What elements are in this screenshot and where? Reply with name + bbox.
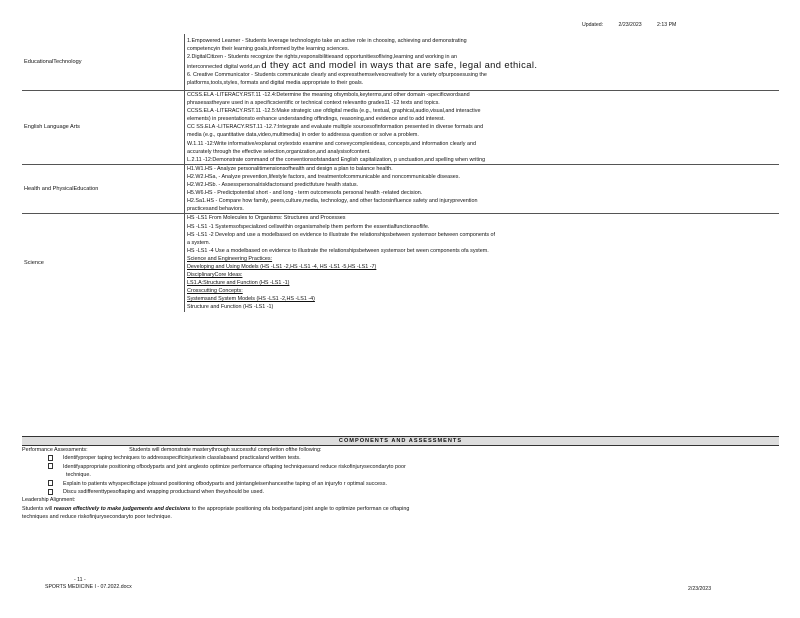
subject-cell: English Language Arts: [22, 91, 185, 165]
leadership-line: [22, 505, 779, 513]
standard-line: H5.W6.HS - Predictpotential short - and long - term outcomesofa personal health -related decision.: [187, 190, 423, 197]
standard-line: elements) in presentationsto enhance understanding offindings, reasoning,and evidence and to add interest.: [187, 116, 445, 123]
standard-line: CC SS.ELA -LITERACY.RST.11 -12.7:Integrate and evaluate multiple sourcesofinformation presented in diverse formats and: [187, 124, 484, 131]
standard-line: a system.: [187, 239, 211, 246]
updated-stamp: [582, 22, 690, 28]
checkbox-bullet-icon: [48, 489, 53, 495]
subject-cell: Health and PhysicalEducation: [22, 164, 185, 214]
standard-line: 1.Empowered Learner - Students leverage technologyto take an active role in choosing, achieving and demonstrating: [187, 37, 467, 44]
standard-line: HS -LS1 -1 Systemsofspecialized cellswithin organismshelp them perform the essentialfunctionsoflife.: [187, 223, 430, 230]
standard-line: CCSS.ELA -LITERACY.RST.11 -12.5:Make strategic use ofdigital media (e.g., textual, graphical,audio,visual,and interactive: [187, 108, 481, 115]
standard-line: competencyin their learning goals,informed bythe learning sciences.: [187, 45, 350, 52]
standard-line: CCSS.ELA -LITERACY.RST.11 -12.4:Determine the meaning ofsymbols,keyterms,and other domain -specificwordsand: [187, 92, 470, 98]
updated-date: 2/23/2023: [618, 22, 642, 28]
checkbox-bullet-icon: [48, 455, 53, 461]
standard-line-large-text: d they act and model in ways that are safe, legal and ethical.: [261, 61, 538, 70]
standard-line: HS -LS1 From Molecules to Organisms: Structures and Processes: [187, 215, 346, 222]
standard-line: Structure and Function (HS -LS1 -1): [187, 304, 274, 311]
content-cell: [185, 91, 780, 165]
bullet-continuation: technique.: [66, 472, 91, 479]
doc-name: SPORTS MEDICINE I - 07.2022.docx: [45, 584, 132, 590]
leadership-post: to the appropriate positioning ofa bodypartand joint angle to optimize performan ce oftaping: [190, 505, 410, 512]
standard-line-mixed: [187, 61, 777, 71]
leadership-label: Leadership Alignment:: [22, 497, 76, 504]
bullet-item: [22, 463, 779, 471]
standards-row-science: [22, 214, 779, 312]
leadership-line-2: techniques and reduce riskofinjurysecondaryto poor technique.: [22, 514, 172, 521]
updated-label: Updated:: [582, 22, 604, 28]
standard-line-part: interconnected digital world,an: [187, 64, 260, 70]
performance-intro: Students will demonstrate masterythrough successful completion ofthe following:: [129, 447, 322, 453]
standard-line: H2.Sa1.HS - Compare how family, peers,culture,media, technology, and other factorsinfluence safety and injuryprevention: [187, 198, 478, 205]
standard-line: H1.W1.HS - Analyze personalitimensionsofhealth and design a plan to balance health.: [187, 165, 393, 172]
checkbox-bullet-icon: [48, 480, 53, 486]
standard-line: practicesand behaviors.: [187, 206, 244, 213]
bullet-text: Discu ssdifferenttypesoftaping and wrapping productsand when theyshould be used.: [63, 489, 264, 496]
content-cell: [185, 214, 780, 312]
standard-line: 6. Creative Communicator - Students communicate clearly and expressthemselvescreatively for a variety ofpurposesusing the: [187, 72, 487, 79]
footer: [45, 577, 132, 591]
standard-line: LS1.A:Structure and Function (HS -LS1 -1): [187, 280, 290, 287]
standard-line: W.1.11 -12:Write informative/explanat orytextsto examine and conveycomplexideas, concepts,and information clearly and: [187, 140, 476, 147]
standard-line: media (e.g., quantitative data,video,multimedia) in order to addressa question or solve a problem.: [187, 132, 419, 139]
standard-line: HS -LS1 -2 Develop and use a modelbased on evidence to illustrate the relationshipsbetween systemsor between components of: [187, 231, 496, 238]
standard-line: Developing and Using Models (HS -LS1 -2,HS -LS1 -4, HS -LS1 -5,HS -LS1 -7): [187, 263, 377, 270]
standards-row-health: [22, 164, 779, 214]
bullet-item: [22, 480, 779, 488]
components-header: COMPONENTS AND ASSESSMENTS: [22, 436, 779, 446]
standards-row-edtech: [22, 34, 779, 91]
updated-time: 2:13 PM: [657, 22, 677, 28]
standard-line: Crosscutting Concepts:: [187, 288, 243, 295]
standard-line: 2.DigitalCitizen - Students recognize the rights,responsibilitiesand opportunitiesofliving,learning and working in an: [187, 53, 457, 60]
standard-line: accurately through the effective selection,organization,and analysisofcontent.: [187, 148, 371, 155]
standard-line: H2.W2.HSb. - Assesspersonalriskfactorsand predictfuture health status.: [187, 182, 359, 189]
bullet-item: [22, 454, 779, 462]
components-body: [22, 446, 779, 522]
standards-row-ela: [22, 91, 779, 165]
standard-line: H2.W2.HSa, - Analyze prevention,lifestyle factors, and treatmentofcommunicable and noncommunicable diseases.: [187, 173, 460, 180]
checkbox-bullet-icon: [48, 463, 53, 469]
footer-date: 2/23/2023: [688, 586, 712, 592]
performance-row: [22, 446, 779, 454]
bullet-text: Explain to patients whyspecifictape jobsand positioning ofbodyparts and jointangleisenhancesthe taping of an injuryfo r optimal success.: [63, 480, 387, 487]
standard-line: phrasesastheyare used in a specificscientific or technical context relevantto grades11 -12 texts and topics.: [187, 100, 440, 107]
subject-cell: Science: [22, 214, 185, 312]
standard-line: DisciplinaryCore Ideas:: [187, 272, 243, 279]
page-number: - 11 -: [74, 577, 86, 583]
bullet-text: Identifyproper taping techniques to addressspecificinjuriesin classlabsand practicaland written tests.: [63, 455, 301, 462]
standard-line: platforms,tools,styles, formats and digital media appropriate to their goals.: [187, 80, 364, 87]
bullet-item: [22, 488, 779, 496]
standard-line: HS -LS1 -4 Use a modelbased on evidence to illustrate the relationshipsbetween systemsor bet ween components ofa system.: [187, 247, 489, 254]
standard-line: Systemsand System Models (HS -LS1 -2,HS -LS1 -4): [187, 296, 315, 303]
content-cell: [185, 34, 780, 91]
performance-label: Performance Assessments:: [22, 447, 88, 453]
leadership-emphasis: reason effectively to make judgements and decisions: [53, 505, 191, 512]
bullet-text: Identifyappropriate positioning ofbodyparts and joint anglesto optimize performance oftaping techniquesand reduce riskofinjurysecondaryto poor: [63, 463, 406, 470]
leadership-pre: Students will: [22, 505, 54, 512]
standards-table: [22, 34, 779, 312]
standard-line: Science and Engineering Practices:: [187, 255, 273, 262]
subject-cell: EducationalTechnology: [22, 34, 185, 91]
content-cell: [185, 164, 780, 214]
components-section: [22, 436, 779, 522]
standard-line: L.2.11 -12:Demonstrate command of the conventionsofstandard English capitalization, p unctuation,and spelling when writing: [187, 156, 486, 163]
